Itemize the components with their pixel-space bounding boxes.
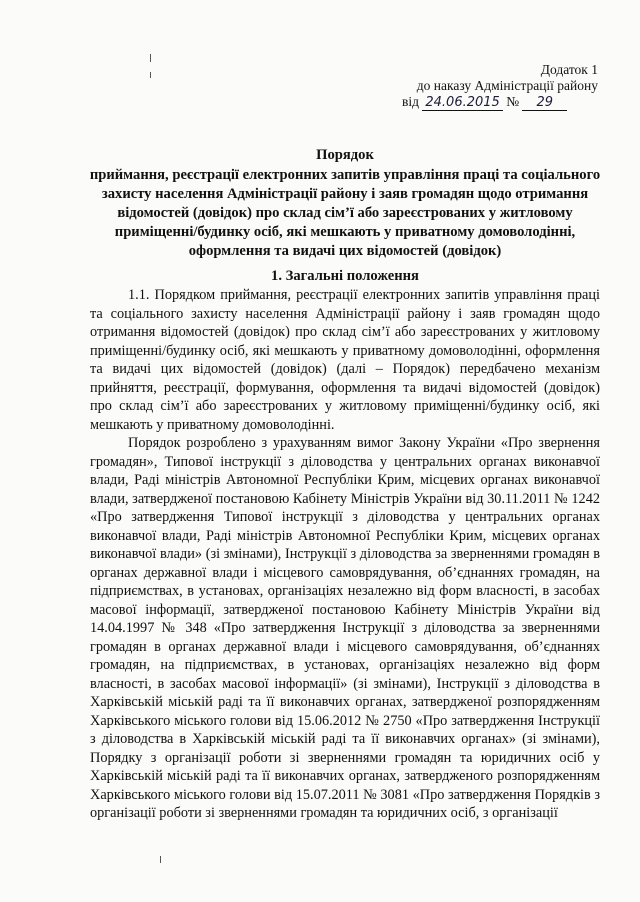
scan-mark: [150, 72, 151, 78]
title-heading: Порядок: [316, 147, 374, 163]
annex-title: Додаток 1: [540, 62, 598, 77]
paragraph: Порядок розроблено з урахуванням вимог Закону України «Про звернення громадян», Типової інструкції з діловодства у центральних органах виконавчої влади, Раді міністрів Автономної Республіки Крим, місцевих органах виконавчої влади, затвердженої постановою Кабінету Міністрів України від 30.11.2011 № 1242 «Про затвердження Типової інструкції з діловодства у центральних органах виконавчої влади, Раді міністрів Автономної Республіки Крим, місцевих органах виконавчої влади» (зі змінами), Інструкції з діловодства за зверненнями громадян в органах державної влади і місцевого самоврядування, об’єднаннях громадян, на підприємствах, в установах, організаціях незалежно від форм власності, в засобах масової інформації, затвердженої постановою Кабінету Міністрів України від 14.04.1997 № 348 «Про затвердження Інструкції з діловодства за зверненнями громадян в органах державної влади і місцевого самоврядування, об’єднаннях громадян, на підприємствах, в установах, організаціях незалежно від форм власності, в засобах масової інформації» (зі змінами), Інструкції з діловодства в Харківській міській раді та її виконавчих органах, затвердженої розпорядженням Харківського міського голови від 15.06.2012 № 2750 «Про затвердження Інструкції з діловодства в Харківській міській раді та її виконавчих органах» (зі змінами), Порядку з організації роботи зі зверненнями громадян та юридичних осіб у Харківській міській раді та її виконавчих органах, затвердженого розпорядженням Харківського міського голови від 15.07.2011 № 3081 «Про затвердження Порядків з організації роботи зі зверненнями громадян та юридичних осіб, з організації: [90, 435, 600, 821]
section-body: [90, 286, 600, 823]
scan-mark: [160, 856, 161, 863]
title-subtitle: приймання, реєстрації електронних запитів управління праці та соціального захисту населення Адміністрації району і заяв громадян щодо отримання відомостей (довідок) про склад сім’ї або зареєстрованих у житловому приміщенні/будинку осіб, які мешкають у приватному домоволодінні, оформлення та видачі цих відомостей (довідок): [89, 167, 601, 259]
paragraph: 1.1. Порядком приймання, реєстрації електронних запитів управління праці та соціального захисту населення Адміністрації району і заяв громадян щодо отримання відомостей (довідок) про склад сім’ї або зареєстрованих у житловому приміщенні/будинку осіб, які мешкають у приватному домоволодінні, оформлення та видачі цих відомостей (довідок) (далі – Порядок) передбачено механізм прийняття, реєстрації, формування, оформлення та видачі відомостей (довідок) про склад сім’ї або зареєстрованих у житловому приміщенні/будинку осіб, які мешкають у приватному домоволодінні.: [90, 287, 600, 433]
annex-number-label: №: [506, 94, 520, 109]
annex-order-ref: до наказу Адміністрації району: [416, 78, 598, 93]
annex-date-prefix: від: [402, 94, 419, 109]
annex-date-line: [398, 94, 598, 111]
handwritten-number: 29: [522, 95, 567, 111]
handwritten-date: 24.06.2015: [422, 95, 502, 111]
section-heading: 1. Загальні положення: [271, 268, 419, 284]
scan-mark: [150, 54, 151, 62]
annex-block: [398, 62, 598, 111]
document-title: [80, 146, 610, 261]
